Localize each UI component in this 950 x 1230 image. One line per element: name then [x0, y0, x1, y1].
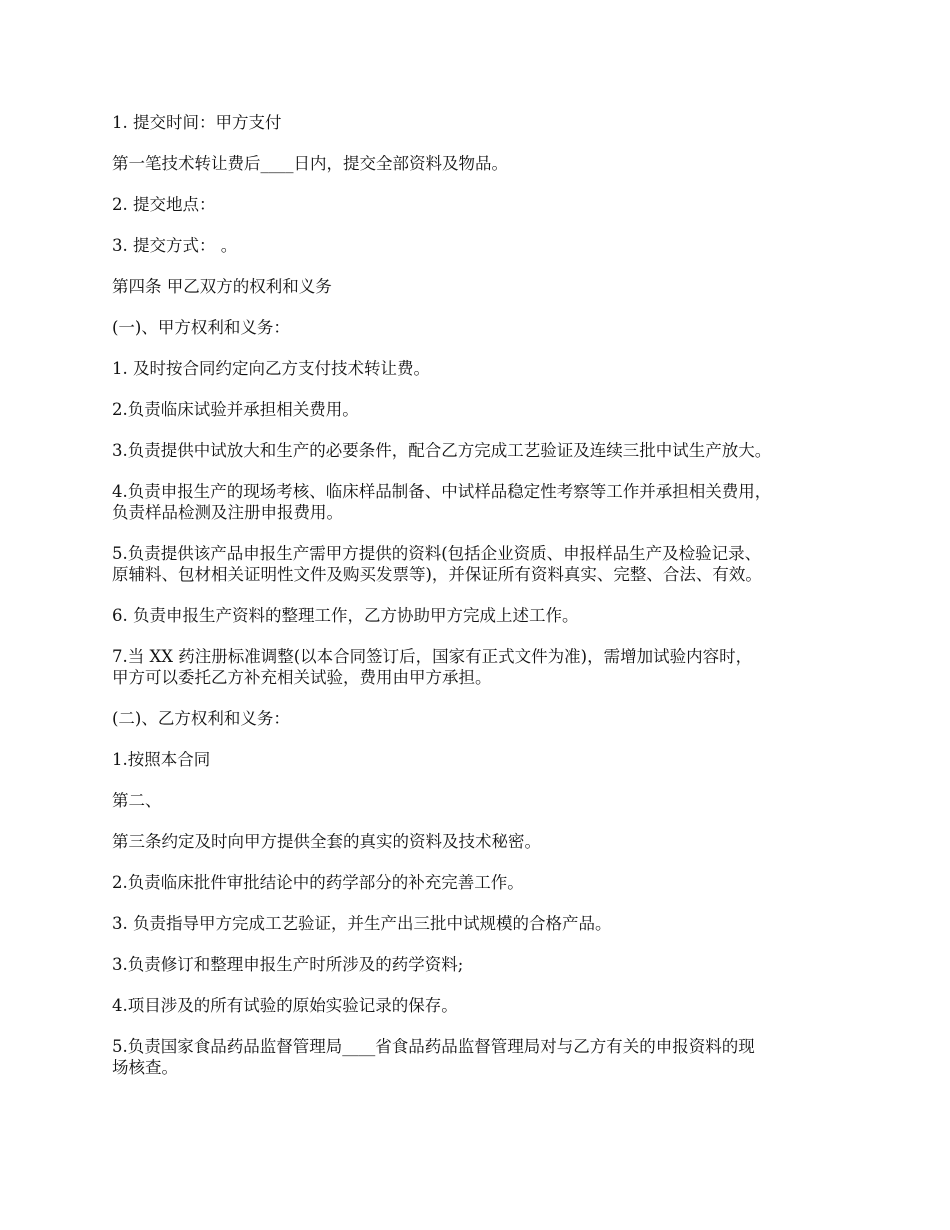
- paragraph-line: 原辅料、包材相关证明性文件及购买发票等)，并保证所有资料真实、完整、合法、有效。: [112, 565, 762, 584]
- paragraph: [112, 276, 852, 297]
- paragraph-line: 2.负责临床批件审批结论中的药学部分的补充完善工作。: [112, 873, 524, 892]
- paragraph: [112, 235, 852, 256]
- paragraph-line: (一)、甲方权利和义务：: [112, 318, 290, 337]
- paragraph: [112, 646, 852, 688]
- paragraph: [112, 440, 852, 461]
- paragraph: [112, 708, 852, 729]
- paragraph-line: 4.项目涉及的所有试验的原始实验记录的保存。: [112, 996, 458, 1015]
- paragraph: [112, 399, 852, 420]
- paragraph-line: 负责样品检测及注册申报费用。: [112, 503, 343, 522]
- paragraph: [112, 790, 852, 811]
- paragraph-line: 3.负责修订和整理申报生产时所涉及的药学资料;: [112, 955, 464, 974]
- paragraph-line: 1. 提交时间：甲方支付: [112, 113, 282, 132]
- paragraph: [112, 358, 852, 379]
- paragraph: [112, 481, 852, 523]
- paragraph-line: 4.负责申报生产的现场考核、临床样品制备、中试样品稳定性考察等工作并承担相关费用，: [112, 482, 772, 501]
- paragraph: [112, 749, 852, 770]
- paragraph-line: 2. 提交地点：: [112, 195, 216, 214]
- paragraph: [112, 194, 852, 215]
- paragraph: [112, 872, 852, 893]
- paragraph: [112, 831, 852, 852]
- paragraph-line: 1. 及时按合同约定向乙方支付技术转让费。: [112, 359, 430, 378]
- paragraph-line: 第三条约定及时向甲方提供全套的真实的资料及技术秘密。: [112, 832, 541, 851]
- paragraph-line: 3. 提交方式： 。: [112, 236, 238, 255]
- paragraph: [112, 543, 852, 585]
- paragraph: [112, 112, 852, 133]
- paragraph: [112, 153, 852, 174]
- paragraph-line: 甲方可以委托乙方补充相关试验，费用由甲方承担。: [112, 668, 492, 687]
- paragraph: [112, 605, 852, 626]
- paragraph-line: 5.负责提供该产品申报生产需甲方提供的资料(包括企业资质、申报样品生产及检验记录、: [112, 544, 762, 563]
- paragraph-line: 第四条 甲乙双方的权利和义务: [112, 277, 332, 296]
- paragraph-line: 5.负责国家食品药品监督管理局____省食品药品监督管理局对与乙方有关的申报资料的现: [112, 1037, 755, 1056]
- paragraph-line: 7.当 XX 药注册标准调整(以本合同签订后，国家有正式文件为准)，需增加试验内容时，: [112, 647, 753, 666]
- paragraph-line: 第二、: [112, 791, 162, 810]
- paragraph-line: (二)、乙方权利和义务：: [112, 709, 290, 728]
- paragraph-line: 1.按照本合同: [112, 750, 211, 769]
- paragraph-line: 3. 负责指导甲方完成工艺验证，并生产出三批中试规模的合格产品。: [112, 914, 612, 933]
- paragraph-line: 第一笔技术转让费后____日内，提交全部资料及物品。: [112, 154, 508, 173]
- paragraph: [112, 913, 852, 934]
- paragraph-line: 2.负责临床试验并承担相关费用。: [112, 400, 359, 419]
- paragraph-line: 6. 负责申报生产资料的整理工作，乙方协助甲方完成上述工作。: [112, 606, 579, 625]
- document-body: [112, 112, 852, 1098]
- paragraph-line: 场核查。: [112, 1058, 178, 1077]
- paragraph: [112, 995, 852, 1016]
- paragraph: [112, 1036, 852, 1078]
- paragraph: [112, 954, 852, 975]
- paragraph-line: 3.负责提供中试放大和生产的必要条件，配合乙方完成工艺验证及连续三批中试生产放大。: [112, 441, 772, 460]
- paragraph: [112, 317, 852, 338]
